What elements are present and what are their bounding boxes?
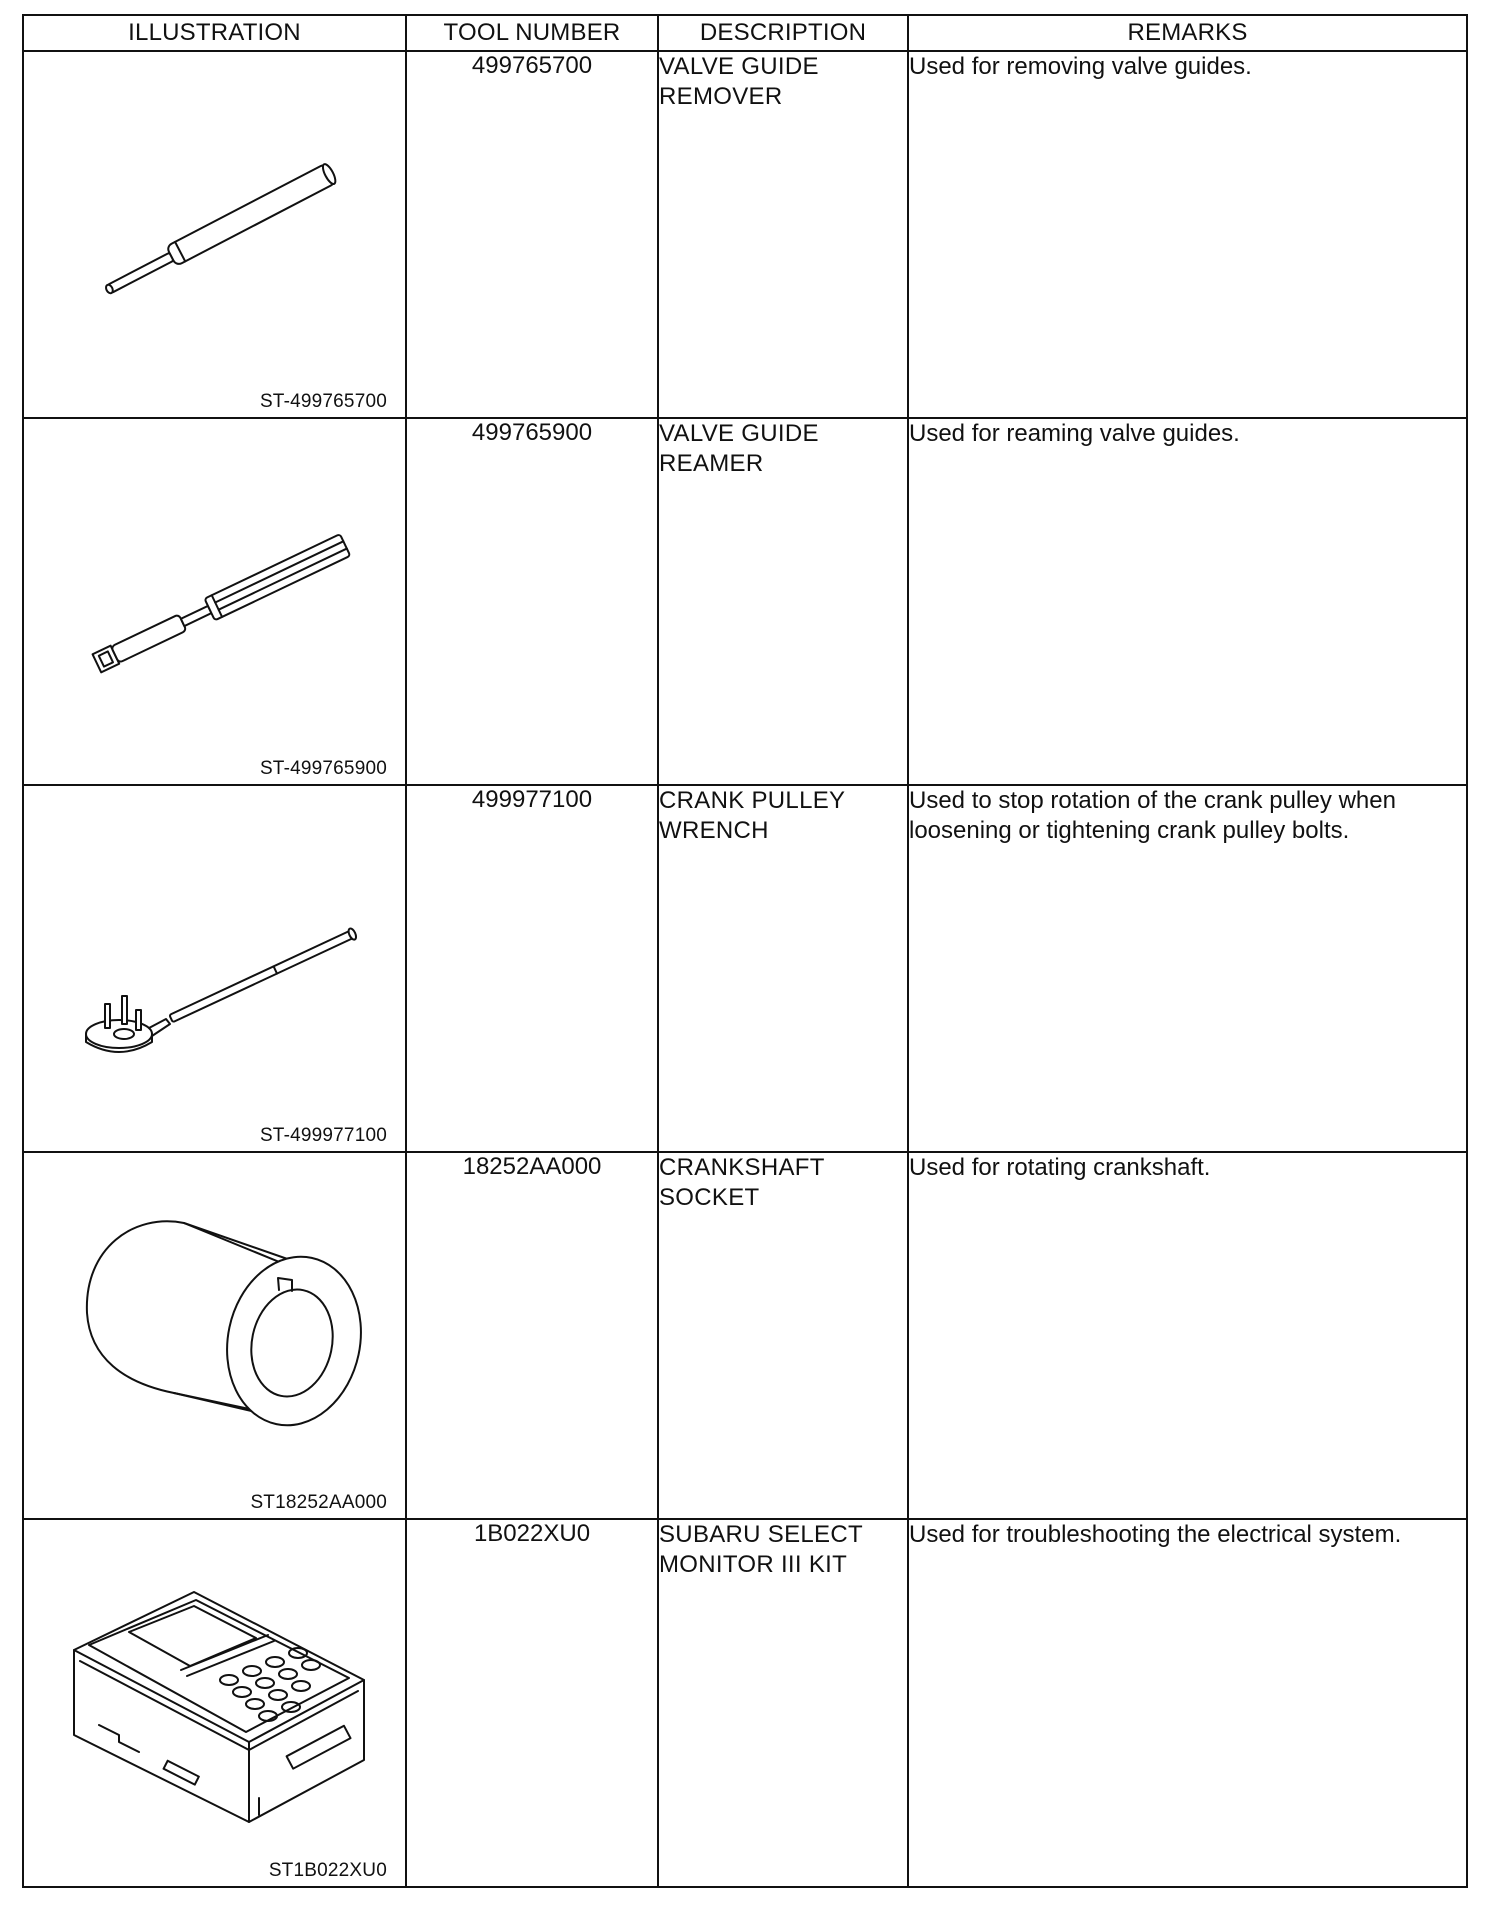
table-row bbox=[23, 1152, 1467, 1519]
description-cell bbox=[658, 785, 908, 1152]
tool-number-cell: 499765700 bbox=[406, 51, 658, 418]
select-monitor-drawing bbox=[24, 1520, 407, 1888]
table-row bbox=[23, 51, 1467, 418]
header-remarks: REMARKS bbox=[908, 15, 1467, 51]
tool-number-cell: 499977100 bbox=[406, 785, 658, 1152]
header-illustration: ILLUSTRATION bbox=[23, 15, 406, 51]
valve-guide-remover-drawing bbox=[24, 52, 407, 419]
description-line: SUBARU SELECT bbox=[659, 1521, 863, 1548]
description-line: CRANKSHAFT bbox=[659, 1154, 825, 1181]
header-description: DESCRIPTION bbox=[658, 15, 908, 51]
remarks-cell: Used for removing valve guides. bbox=[908, 51, 1467, 418]
table-row bbox=[23, 418, 1467, 785]
description-line: CRANK PULLEY bbox=[659, 787, 846, 814]
description-cell bbox=[658, 1519, 908, 1887]
description-line: REAMER bbox=[659, 450, 764, 477]
illustration-code: ST-499977100 bbox=[259, 1125, 387, 1146]
description-line: VALVE GUIDE bbox=[659, 420, 819, 447]
description-cell bbox=[658, 418, 908, 785]
crank-pulley-wrench-drawing bbox=[24, 786, 407, 1153]
table-row bbox=[23, 1519, 1467, 1887]
header-tool-number: TOOL NUMBER bbox=[406, 15, 658, 51]
description-line: VALVE GUIDE bbox=[659, 53, 819, 80]
tool-number-cell: 18252AA000 bbox=[406, 1152, 658, 1519]
description-line: WRENCH bbox=[659, 817, 769, 844]
illustration-code: ST18252AA000 bbox=[250, 1492, 387, 1513]
illustration-code: ST-499765900 bbox=[259, 758, 387, 779]
illustration-cell bbox=[23, 1519, 406, 1887]
illustration-code: ST-499765700 bbox=[259, 391, 387, 412]
crankshaft-socket-drawing bbox=[24, 1153, 407, 1520]
tool-number-cell: 499765900 bbox=[406, 418, 658, 785]
table-header-row bbox=[23, 15, 1467, 51]
table-row bbox=[23, 785, 1467, 1152]
description-line: REMOVER bbox=[659, 83, 783, 110]
illustration-cell bbox=[23, 785, 406, 1152]
illustration-cell bbox=[23, 1152, 406, 1519]
remarks-cell: Used to stop rotation of the crank pulley when loosening or tightening crank pulley bolts. bbox=[908, 785, 1467, 1152]
description-cell bbox=[658, 1152, 908, 1519]
illustration-cell bbox=[23, 51, 406, 418]
remarks-cell: Used for rotating crankshaft. bbox=[908, 1152, 1467, 1519]
remarks-cell: Used for reaming valve guides. bbox=[908, 418, 1467, 785]
description-line: MONITOR III KIT bbox=[659, 1551, 848, 1578]
valve-guide-reamer-drawing bbox=[24, 419, 407, 786]
illustration-cell bbox=[23, 418, 406, 785]
tool-number-cell: 1B022XU0 bbox=[406, 1519, 658, 1887]
description-line: SOCKET bbox=[659, 1184, 760, 1211]
illustration-code: ST1B022XU0 bbox=[268, 1860, 387, 1881]
special-tools-table bbox=[22, 14, 1468, 1888]
description-cell bbox=[658, 51, 908, 418]
remarks-cell: Used for troubleshooting the electrical system. bbox=[908, 1519, 1467, 1887]
special-tools-sheet bbox=[22, 14, 1466, 1888]
